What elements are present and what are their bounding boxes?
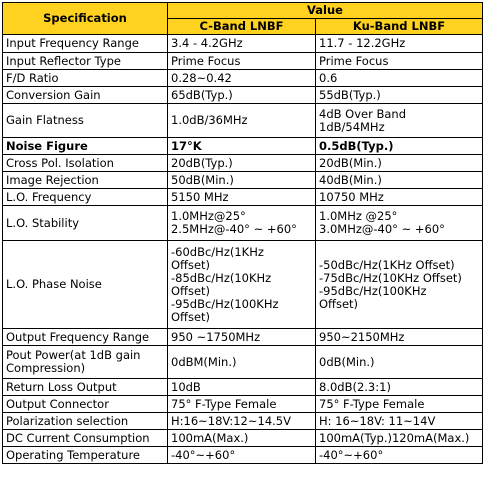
table-row: [3, 70, 483, 87]
spec-cell: L.O. Frequency: [3, 189, 168, 206]
ku-band-value: 1.0MHz @25° 3.0MHz@-40° ~ +60°: [316, 206, 483, 241]
c-band-value: 5150 MHz: [168, 189, 316, 206]
c-band-value: 65dB(Typ.): [168, 87, 316, 104]
spec-cell: Output Connector: [3, 396, 168, 413]
spec-cell: Pout Power(at 1dB gain Compression): [3, 346, 168, 379]
table-row: [3, 413, 483, 430]
ku-band-value: -50dBc/Hz(1KHz Offset) -75dBc/Hz(10KHz Offset) -95dBc/Hz(100KHz Offset): [316, 241, 483, 329]
spec-cell: Input Reflector Type: [3, 53, 168, 70]
ku-band-value: 55dB(Typ.): [316, 87, 483, 104]
table-row: [3, 155, 483, 172]
ku-band-value: 40dB(Min.): [316, 172, 483, 189]
spec-cell: Output Frequency Range: [3, 329, 168, 346]
ku-band-value: Prime Focus: [316, 53, 483, 70]
ku-band-value: 0.6: [316, 70, 483, 87]
table-row: [3, 138, 483, 155]
table-row: [3, 53, 483, 70]
ku-band-value: 20dB(Min.): [316, 155, 483, 172]
ku-band-value: 75° F-Type Female: [316, 396, 483, 413]
c-band-value: 1.0MHz@25° 2.5MHz@-40° ~ +60°: [168, 206, 316, 241]
table-row: [3, 329, 483, 346]
ku-band-value: H: 16~18V: 11~14V: [316, 413, 483, 430]
c-band-value: 10dB: [168, 379, 316, 396]
spec-cell: L.O. Stability: [3, 206, 168, 241]
specification-header: Specification: [3, 3, 168, 35]
table-row: [3, 241, 483, 329]
c-band-value: 20dB(Typ.): [168, 155, 316, 172]
table-row: [3, 35, 483, 53]
specification-table: [2, 2, 483, 464]
table-row: [3, 430, 483, 447]
spec-cell: DC Current Consumption: [3, 430, 168, 447]
c-band-value: Prime Focus: [168, 53, 316, 70]
ku-band-value: 0dB(Min.): [316, 346, 483, 379]
c-band-value: 0.28~0.42: [168, 70, 316, 87]
table-row: [3, 396, 483, 413]
c-band-value: 17°K: [168, 138, 316, 155]
spec-cell: Polarization selection: [3, 413, 168, 430]
ku-band-value: 100mA(Typ.)120mA(Max.): [316, 430, 483, 447]
ku-band-value: 4dB Over Band 1dB/54MHz: [316, 104, 483, 138]
ku-band-value: 8.0dB(2.3:1): [316, 379, 483, 396]
ku-band-value: 950~2150MHz: [316, 329, 483, 346]
spec-cell: F/D Ratio: [3, 70, 168, 87]
spec-cell: Return Loss Output: [3, 379, 168, 396]
c-band-value: -40°~+60°: [168, 447, 316, 464]
spec-cell: Gain Flatness: [3, 104, 168, 138]
spec-cell: Operating Temperature: [3, 447, 168, 464]
spec-cell: Noise Figure: [3, 138, 168, 155]
c-band-value: 950 ~1750MHz: [168, 329, 316, 346]
ku-band-header: Ku-Band LNBF: [316, 19, 483, 35]
ku-band-value: -40°~+60°: [316, 447, 483, 464]
c-band-header: C-Band LNBF: [168, 19, 316, 35]
ku-band-value: 11.7 - 12.2GHz: [316, 35, 483, 53]
spec-cell: Input Frequency Range: [3, 35, 168, 53]
spec-cell: Image Rejection: [3, 172, 168, 189]
c-band-value: 50dB(Min.): [168, 172, 316, 189]
table-row: [3, 206, 483, 241]
c-band-value: 0dBM(Min.): [168, 346, 316, 379]
c-band-value: 3.4 - 4.2GHz: [168, 35, 316, 53]
ku-band-value: 10750 MHz: [316, 189, 483, 206]
spec-cell: Cross Pol. Isolation: [3, 155, 168, 172]
c-band-value: H:16~18V:12~14.5V: [168, 413, 316, 430]
ku-band-value: 0.5dB(Typ.): [316, 138, 483, 155]
table-row: [3, 379, 483, 396]
header-row: [3, 3, 483, 19]
spec-cell: Conversion Gain: [3, 87, 168, 104]
table-row: [3, 447, 483, 464]
table-row: [3, 104, 483, 138]
table-row: [3, 87, 483, 104]
c-band-value: 1.0dB/36MHz: [168, 104, 316, 138]
value-header: Value: [168, 3, 483, 19]
table-row: [3, 189, 483, 206]
spec-cell: L.O. Phase Noise: [3, 241, 168, 329]
c-band-value: -60dBc/Hz(1KHz Offset) -85dBc/Hz(10KHz Offset) -95dBc/Hz(100KHz Offset): [168, 241, 316, 329]
table-row: [3, 172, 483, 189]
table-row: [3, 346, 483, 379]
c-band-value: 75° F-Type Female: [168, 396, 316, 413]
c-band-value: 100mA(Max.): [168, 430, 316, 447]
